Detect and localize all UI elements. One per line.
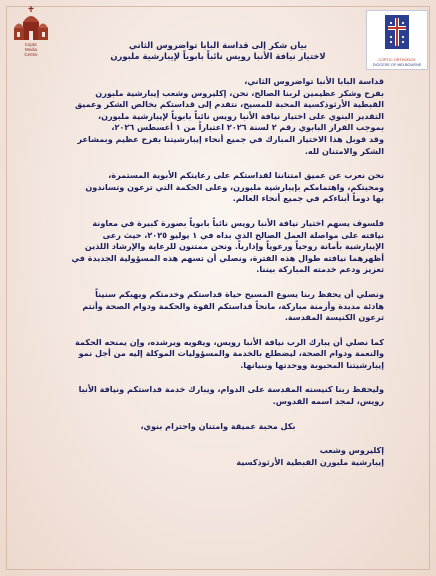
signature-line-2: إيبارشية ملبورن القبطية الأرثوذكسية [236,456,384,467]
text-line: والنعمة ودوام الصحة، ليضطلع بالخدمة والمسؤوليات الموكلة إليه من أجل نمو [78,348,384,359]
statement-title [52,40,384,62]
text-line: قداسة البابا الأنبا تواضروس الثاني، [244,76,384,86]
text-line: تعزيز ودعم خدمته المباركة بيننا. [256,264,384,275]
paragraph-blessing [52,384,384,407]
text-line: وليحفظ ربنا كنيسته المقدسة على الدوام، ويبارك خدمة قداستكم ونيافة الأنبا [78,384,384,395]
text-line: كما نصلي أن يبارك الرب نيافة الأنبا رويس، ويقويه ويرشده، وإن يمنحه الحكمة [74,336,384,347]
text-line: القبطية الأرثوذكسية المحبة للمسيح، نتقدم إلى قداستكم بخالص الشكر وعميق [75,99,384,110]
text-line: ترعون الكنيسة المقدسة. [284,312,384,323]
signature-line-1: إكليروس وشعب [319,445,384,456]
text-line: أظهرهما نيافته طوال هذه الفترة، ونصلي أن تسهم هذه المسؤولية الجديدة في [71,252,384,263]
text-line: بفرح وشكر عظيمين لربنا الصالح، نحن، إكليروس وشعب إيبارشية ملبورن [95,87,384,98]
text-line: الإيبارشية بأمانة روحياً ورعوياً وإدارياً. ونحن ممتنون للرعاية والإرشاد اللذين [84,241,384,252]
title-line-2: لاختيار نيافة الأنبا رويس نائباً بابوياً لإيبارشية ملبورن [110,51,326,61]
title-line-1: بيان شكر إلى قداسة البابا تواضروس الثاني [128,40,308,50]
text-line: الشكر والامتنان لله. [304,145,384,156]
closing-line: بكل محبة عميقة وامتنان واحترام بنوي، [140,420,296,431]
text-line: ومحبتكم، واهتمامكم بإيبارشية ملبورن، وعلى الحكمة التي ترعون وتساندون [85,181,384,192]
text-line: هادئة مديدة وأزمنة مباركة، مانحاً قداستكم القوة والحكمة ودوام الصحة وأنتم [82,300,384,311]
text-line: التقدير البنوي على اختيار نيافة الأنبا رويس نائباً بابوياً لإيبارشية ملبورن، [98,110,384,121]
paragraph-prayer-pope [52,289,384,324]
text-line: رويس، لمجد اسمه القدوس. [272,396,384,407]
left-logo-caption: Coptic Media Centre [24,42,38,58]
statement-body [52,40,384,468]
paragraph-appointment [52,218,384,276]
right-logo-caption: COPTIC ORTHODOX DIOCESE OF MELBOURNE [372,58,422,67]
church-domes-icon [8,4,54,44]
text-line: بموجب القرار البابوي رقم ٢ لسنة ٢٠٢٦ اعتباراً من ١ أغسطس ٢٠٢٦، [111,122,384,133]
signature [52,445,384,468]
text-line: نحن نعرب عن عميق امتناننا لقداستكم على رعايتكم الأبوية المستمرة، [108,170,384,181]
text-line: بها دوماً أبناءكم في جميع أنحاء العالم. [232,193,384,204]
coptic-media-centre-logo [8,4,54,68]
text-line: ونصلي أن يحفظ ربنا يسوع المسيح حياة قداستكم وخدمتكم ويهبكم سنيناً [95,288,384,299]
text-line: فلسوف يسهم اختيار نيافة الأنبا رويس نائباً بابوياً بصورة كبيرة في معاونة [92,217,384,228]
text-line: إيبارشيتنا المحبوبة ووحدتها وبنيانها. [240,359,384,370]
paragraph-prayer-bishop [52,337,384,372]
paragraph-gratitude [52,170,384,205]
paragraph-greeting [52,76,384,157]
text-line: نيافته على مواصلة العمل الصالح الذي بداه في ١ يوليو ٢٠٢٥، حيث رعى [102,229,384,240]
text-line: وقد قوبل هذا الاختيار المبارك في جميع أنحاء إيبارشيتنا بفرح عظيم وبمشاعر [77,133,384,144]
